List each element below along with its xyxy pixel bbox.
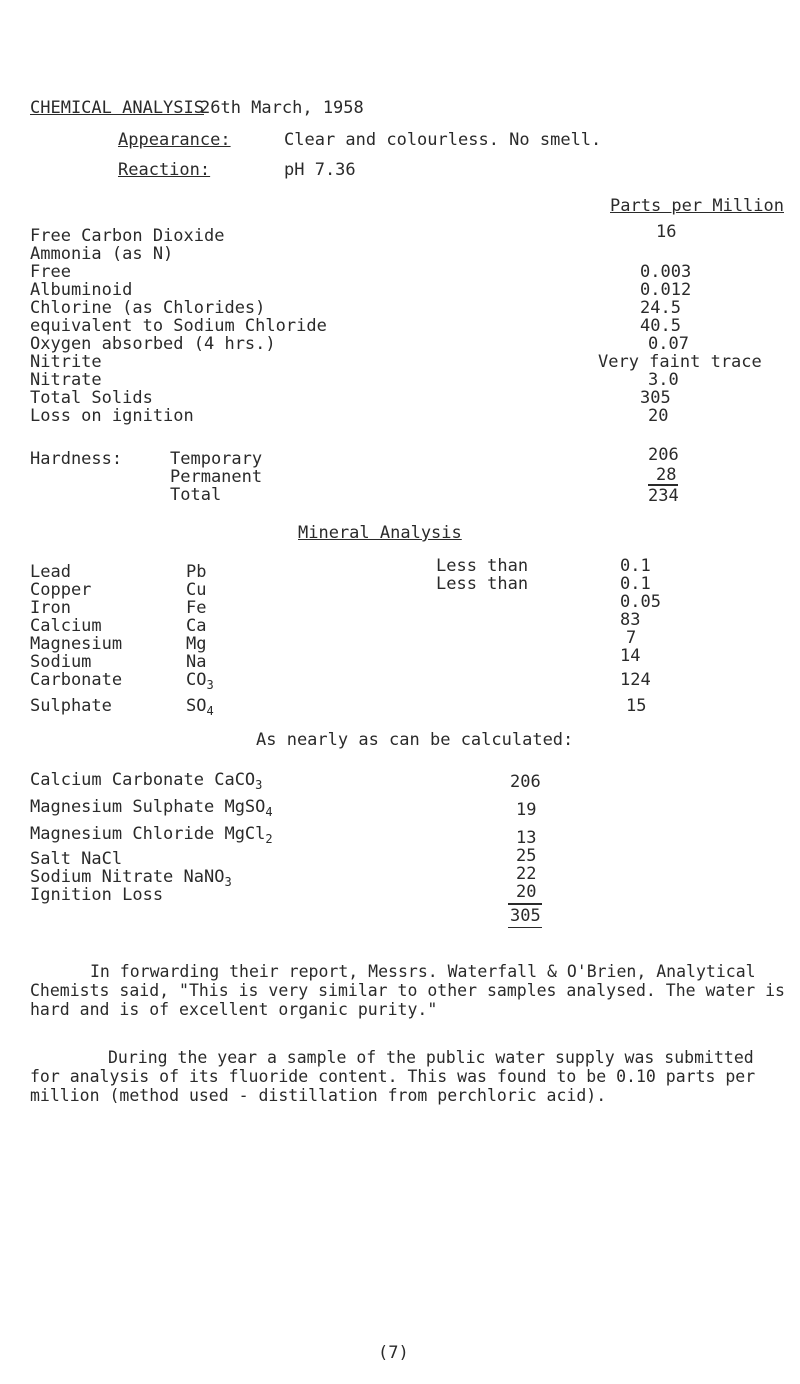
mineral-heading: Mineral Analysis	[298, 523, 462, 543]
hardness-total-value: 234	[648, 486, 679, 506]
mineral-name: Magnesium	[30, 634, 123, 654]
mineral-name: Carbonate	[30, 670, 123, 690]
mineral-symbol: $SO_4$	[186, 696, 214, 718]
ppm-heading: Parts per Million	[610, 196, 784, 216]
mineral-name: Calcium	[30, 616, 102, 636]
total-underline	[508, 927, 542, 928]
mineral-value: 15	[626, 696, 647, 716]
compound-label: Salt NaCl	[30, 849, 123, 869]
result-value: 3.0	[648, 370, 679, 390]
hardness-value: 206	[648, 445, 679, 465]
mineral-name: Copper	[30, 580, 92, 600]
result-label: Free	[30, 262, 71, 282]
mineral-symbol: Cu	[186, 580, 207, 600]
result-value: 0.003	[640, 262, 692, 282]
mineral-value: 7	[626, 628, 637, 648]
sum-rule	[508, 903, 542, 905]
hardness-row-label: Temporary	[170, 449, 263, 469]
result-label: Nitrite	[30, 352, 102, 372]
result-value: 40.5	[640, 316, 681, 336]
calculated-heading: As nearly as can be calculated:	[256, 730, 574, 750]
compound-label: Magnesium Sulphate MgSO$_4$	[30, 797, 273, 819]
result-label: equivalent to Sodium Chloride	[30, 316, 327, 336]
mineral-name: Lead	[30, 562, 71, 582]
result-value: 305	[640, 388, 671, 408]
mineral-symbol: $CO_3$	[186, 670, 214, 692]
mineral-value: 0.05	[620, 592, 661, 612]
result-label: Total Solids	[30, 388, 153, 408]
compound-value: 13	[516, 828, 537, 848]
hardness-label: Hardness:	[30, 449, 123, 469]
result-value: 0.07	[648, 334, 689, 354]
result-label: Nitrate	[30, 370, 102, 390]
compound-label: Magnesium Chloride MgCl$_2$	[30, 824, 273, 846]
mineral-value: 124	[620, 670, 651, 690]
hardness-row-label: Total	[170, 485, 222, 505]
compound-label: Ignition Loss	[30, 885, 164, 905]
result-label: Ammonia (as N)	[30, 244, 174, 264]
result-label: Chlorine (as Chlorides)	[30, 298, 266, 318]
compound-label: Calcium Carbonate CaCO$_3$	[30, 770, 263, 792]
hardness-value: 28	[656, 465, 677, 485]
result-value: Very faint trace	[598, 352, 762, 372]
compound-label: Sodium Nitrate NaNO$_3$	[30, 867, 232, 889]
appearance-value: Clear and colourless. No smell.	[284, 130, 602, 150]
result-value: 20	[648, 406, 669, 426]
appearance-label: Appearance:	[118, 130, 231, 150]
mineral-name: Iron	[30, 598, 71, 618]
mineral-symbol: Fe	[186, 598, 207, 618]
result-label: Free Carbon Dioxide	[30, 226, 225, 246]
mineral-qualifier: Less than	[436, 556, 529, 576]
result-label: Oxygen absorbed (4 hrs.)	[30, 334, 276, 354]
hardness-row-label: Permanent	[170, 467, 263, 487]
result-label: Loss on ignition	[30, 406, 194, 426]
reaction-label: Reaction:	[118, 160, 211, 180]
compound-value: 20	[516, 882, 537, 902]
mineral-name: Sulphate	[30, 696, 112, 716]
paragraph-forwarding-report: In forwarding their report, Messrs. Waterfall & O'Brien, Analytical Chemists said, "This is very similar to other samples analysed. The water is hard and is of excellent organic purity."	[30, 962, 785, 1019]
mineral-symbol: Mg	[186, 634, 207, 654]
compound-value: 206	[510, 772, 541, 792]
mineral-value: 0.1	[620, 556, 651, 576]
mineral-symbol: Ca	[186, 616, 207, 636]
mineral-value: 83	[620, 610, 641, 630]
result-value: 0.012	[640, 280, 692, 300]
mineral-name: Sodium	[30, 652, 92, 672]
mineral-value: 14	[620, 646, 641, 666]
paragraph-fluoride: During the year a sample of the public water supply was submitted for analysis of its fluoride content. This was found to be 0.10 parts per million (method used - distillation from perchloric acid).	[30, 1048, 756, 1105]
page-number: (7)	[378, 1343, 409, 1363]
report-date: 26th March, 1958	[200, 98, 364, 118]
compound-value: 22	[516, 864, 537, 884]
mineral-qualifier: Less than	[436, 574, 529, 594]
document-title: CHEMICAL ANALYSIS	[30, 98, 204, 118]
mineral-value: 0.1	[620, 574, 651, 594]
result-value: 24.5	[640, 298, 681, 318]
mineral-symbol: Pb	[186, 562, 207, 582]
compound-value: 25	[516, 846, 537, 866]
result-value: 16	[656, 222, 677, 242]
reaction-value: pH 7.36	[284, 160, 356, 180]
compound-value: 19	[516, 800, 537, 820]
result-label: Albuminoid	[30, 280, 133, 300]
compounds-total: 305	[510, 906, 541, 926]
mineral-symbol: Na	[186, 652, 207, 672]
